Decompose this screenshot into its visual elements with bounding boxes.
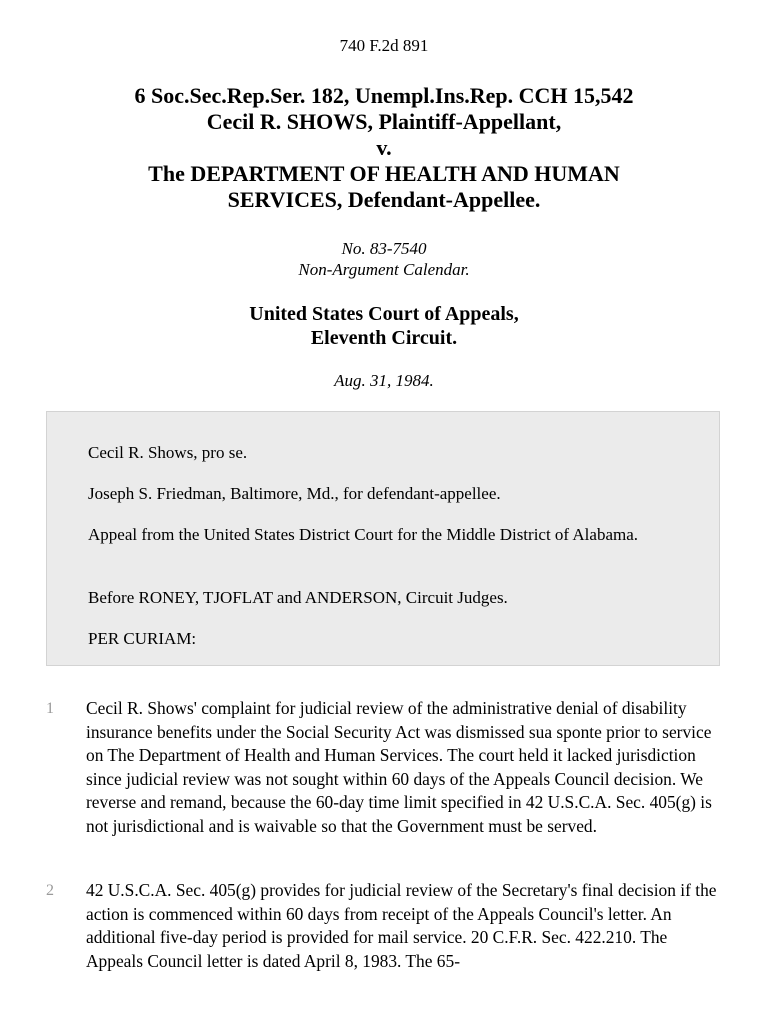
paragraph-number: 2: [46, 882, 54, 899]
paragraph-number: 1: [46, 700, 54, 717]
parallel-citations: 6 Soc.Sec.Rep.Ser. 182, Unempl.Ins.Rep. CCH 15,542: [134, 83, 634, 108]
court-name: [0, 302, 768, 350]
appellant-counsel: Cecil R. Shows, pro se.: [88, 443, 248, 462]
case-caption: [0, 83, 768, 213]
defendant-name-line-2: SERVICES, Defendant-Appellee.: [227, 187, 541, 212]
plaintiff-name: Cecil R. SHOWS, Plaintiff-Appellant,: [206, 109, 562, 134]
docket-number: No. 83-7540: [341, 239, 427, 258]
defendant-name-line-1: The DEPARTMENT OF HEALTH AND HUMAN: [148, 161, 620, 186]
reporter-citation: 740 F.2d 891: [339, 36, 429, 55]
versus-label: v.: [376, 135, 392, 160]
docket-info: [0, 238, 768, 280]
decision-date: Aug. 31, 1984.: [334, 371, 434, 390]
paragraph-text: 42 U.S.C.A. Sec. 405(g) provides for judicial review of the Secretary's final decision if the action is commenced within 60 days from receipt of the Appeals Council's letter. An additional five-day period is provided for mail service. 20 C.F.R. Sec. 422.210. The Appeals Council letter is dated April 8, 1983. The 65-: [86, 880, 717, 971]
judges-panel: Before RONEY, TJOFLAT and ANDERSON, Circuit Judges.: [88, 588, 508, 607]
appeal-origin: Appeal from the United States District Court for the Middle District of Alabama.: [88, 525, 639, 544]
opinion-type: PER CURIAM:: [88, 629, 197, 648]
appellee-counsel: Joseph S. Friedman, Baltimore, Md., for defendant-appellee.: [88, 484, 501, 503]
calendar-type: Non-Argument Calendar.: [298, 260, 470, 279]
court-name-line-2: Eleventh Circuit.: [310, 327, 458, 349]
case-header-box: [46, 411, 720, 666]
paragraph-text: Cecil R. Shows' complaint for judicial review of the administrative denial of disability insurance benefits under the Social Security Act was dismissed sua sponte prior to service on The Department of Health and Human Services. The court held it lacked jurisdiction since judicial review was not sought within 60 days of the Appeals Council decision. We reverse and remand, because the 60-day time limit specified in 42 U.S.C.A. Sec. 405(g) is not jurisdictional and is waivable so that the Government must be served.: [86, 698, 712, 836]
court-name-line-1: United States Court of Appeals,: [249, 303, 519, 325]
